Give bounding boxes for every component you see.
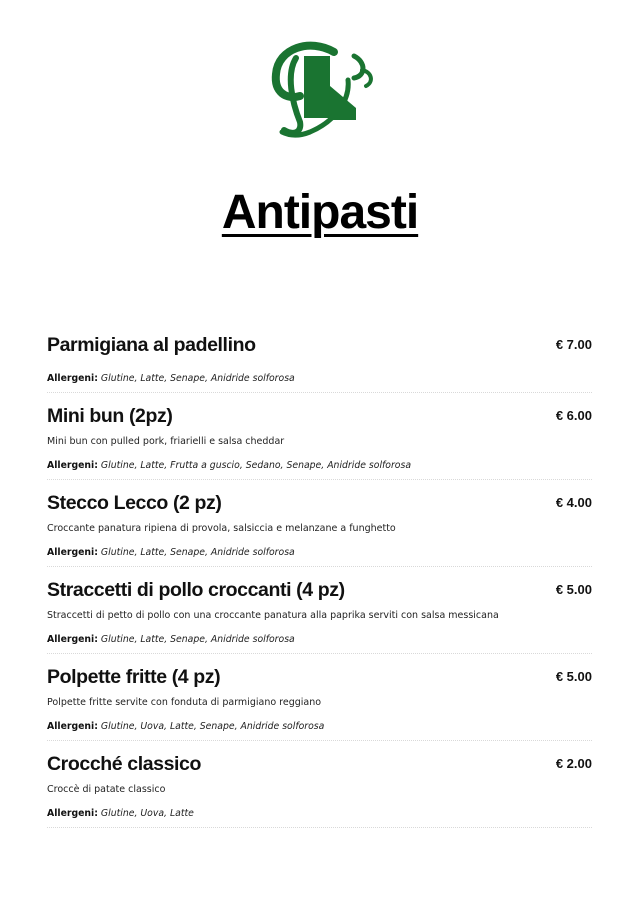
menu-item: [47, 751, 592, 828]
item-name: Straccetti di pollo croccanti (4 pz): [47, 579, 345, 601]
allergens-list: Glutine, Uova, Latte: [100, 808, 194, 819]
menu-list: [47, 332, 592, 838]
item-name: Mini bun (2pz): [47, 405, 173, 427]
allergens-list: Glutine, Latte, Frutta a guscio, Sedano, Senape, Anidride solforosa: [100, 460, 412, 471]
page-title: Antipasti: [221, 186, 419, 239]
item-name: Parmigiana al padellino: [47, 334, 256, 356]
menu-item: [47, 490, 592, 567]
item-allergens: [47, 546, 592, 560]
item-name: Polpette fritte (4 pz): [47, 666, 221, 688]
allergens-list: Glutine, Uova, Latte, Senape, Anidride solforosa: [100, 721, 325, 732]
item-name: Crocché classico: [47, 753, 202, 775]
item-price: € 5.00: [555, 669, 592, 684]
allergens-list: Glutine, Latte, Senape, Anidride solforosa: [100, 634, 295, 645]
item-description: Mini bun con pulled pork, friarielli e salsa cheddar: [47, 436, 285, 447]
item-allergens: [47, 720, 592, 734]
menu-item: [47, 664, 592, 741]
item-price: € 6.00: [555, 408, 592, 423]
item-allergens: [47, 807, 592, 821]
item-allergens: [47, 459, 592, 473]
allergens-label: Allergeni:: [47, 460, 98, 471]
allergens-list: Glutine, Latte, Senape, Anidride solforosa: [100, 547, 295, 558]
item-description: Polpette fritte servite con fonduta di parmigiano reggiano: [47, 697, 322, 708]
item-price: € 2.00: [555, 756, 592, 771]
menu-item: [47, 332, 592, 393]
monogram-logo-icon: [270, 36, 382, 140]
item-price: € 5.00: [555, 582, 592, 597]
item-description: Croccante panatura ripiena di provola, salsiccia e melanzane a funghetto: [47, 523, 396, 534]
allergens-label: Allergeni:: [47, 634, 98, 645]
item-description: Croccè di patate classico: [47, 784, 166, 795]
item-price: € 7.00: [555, 337, 592, 352]
allergens-label: Allergeni:: [47, 373, 98, 384]
allergens-label: Allergeni:: [47, 547, 98, 558]
item-name: Stecco Lecco (2 pz): [47, 492, 222, 514]
item-price: € 4.00: [555, 495, 592, 510]
allergens-list: Glutine, Latte, Senape, Anidride solforosa: [100, 373, 295, 384]
allergens-label: Allergeni:: [47, 721, 98, 732]
item-allergens: [47, 633, 592, 647]
menu-item: [47, 403, 592, 480]
menu-item: [47, 577, 592, 654]
allergens-label: Allergeni:: [47, 808, 98, 819]
item-description: Straccetti di petto di pollo con una croccante panatura alla paprika serviti con salsa messicana: [47, 610, 499, 621]
item-allergens: [47, 372, 592, 386]
